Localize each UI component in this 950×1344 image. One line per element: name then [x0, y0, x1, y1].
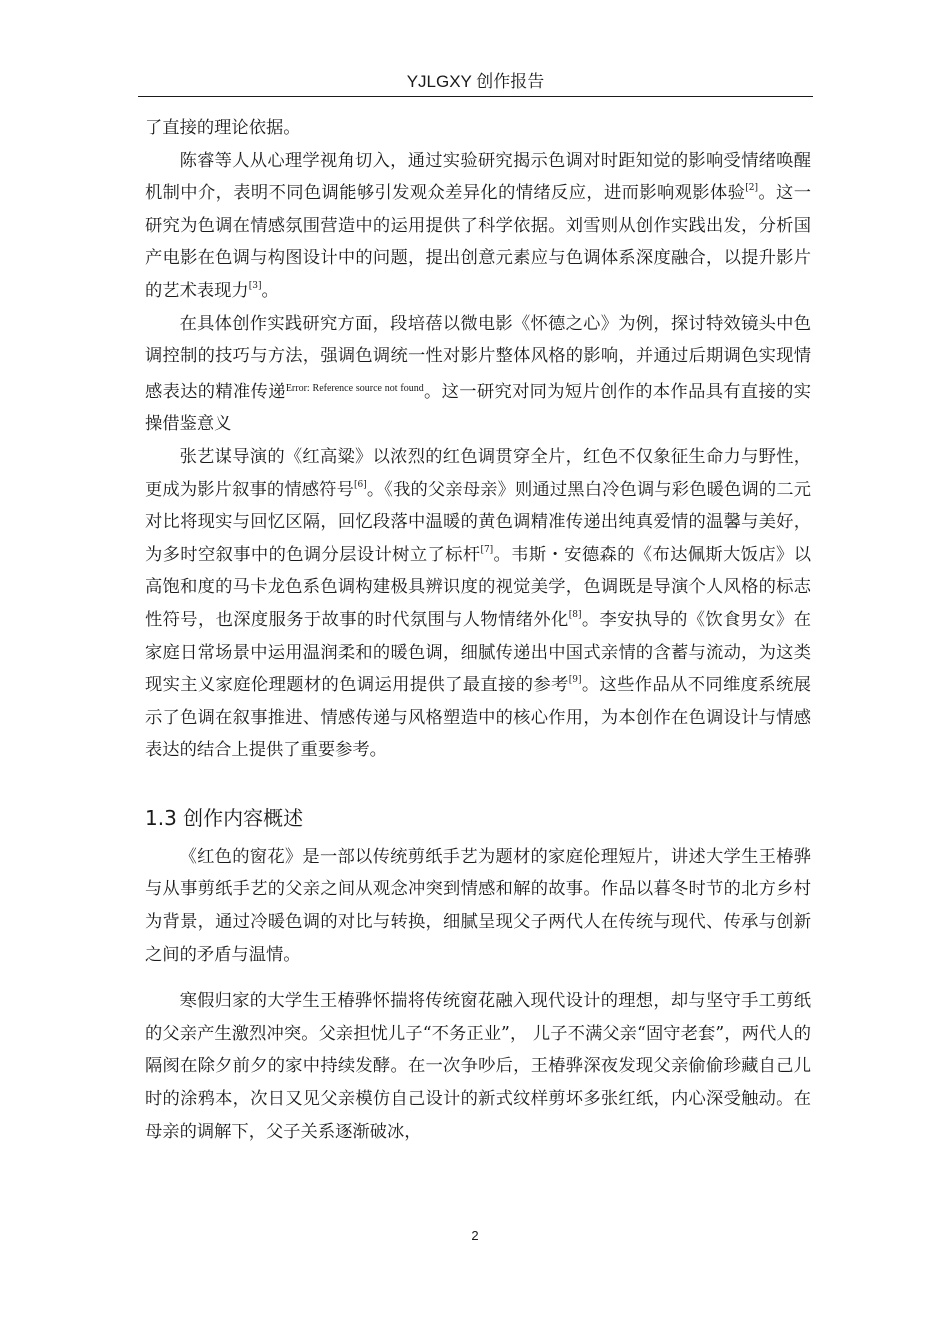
paragraph-text: 。韦斯・安德森的《布达佩斯大饭店》以高饱和度的马卡龙色系色调构建极具辨识度的视觉美学，色调既是导演个人风格的标志性符号，也深度服务于故事的时代氛围与人物情绪外化 — [145, 544, 811, 630]
paragraph-text: 。 — [261, 280, 279, 301]
section-heading: 1.3 创作内容概述 — [145, 805, 304, 830]
paragraph-film-cases — [145, 441, 811, 767]
paragraph-text: 在具体创作实践研究方面，段培蓓以微电影《怀德之心》为例，探讨特效镜头中色调控制的技巧与方法，强调色调统一性对影片整体风格的影响，并通过后期调色实现情感表达的精准传递 — [145, 313, 811, 402]
citation-ref[interactable]: [3] — [248, 280, 262, 291]
paragraph-text: 。这一研究为色调在情感氛围营造中的运用提供了科学依据。刘雪则从创作实践出发，分析国产电影在色调与构图设计中的问题，提出创意元素应与色调体系深度融合，以提升影片的艺术表现力 — [145, 183, 811, 301]
running-header: YJLGXY 创作报告 — [406, 72, 545, 91]
paragraph-duan-peibei — [145, 308, 811, 441]
reference-error: Error: Reference source not found — [285, 382, 424, 394]
paragraph-text: 。这一研究对同为短片创作的本作品具有直接的实操借鉴意义 — [145, 381, 811, 435]
paragraph-text: 陈睿等人从心理学视角切入，通过实验研究揭示色调对时距知觉的影响受情绪唤醒机制中介，表明不同色调能够引发观众差异化的情绪反应，进而影响观影体验 — [145, 150, 811, 204]
paragraph-plot: 寒假归家的大学生王椿骅怀揣将传统窗花融入现代设计的理想，却与坚守手工剪纸的父亲产生激烈冲突。父亲担忧儿子“不务正业”， 儿子不满父亲“固守老套”，两代人的隔阂在除夕前夕的家中持续发酵。在一次争吵后，王椿骅深夜发现父亲偷偷珍藏自己儿时的涂鸦本，次日又见父亲模仿自己设计的新式纹样剪坏多张红纸，内心深受触动。在母亲的调解下，父子关系逐渐破冰， — [145, 991, 811, 1142]
citation-ref[interactable]: [7] — [480, 544, 494, 555]
paragraph-synopsis: 《红色的窗花》是一部以传统剪纸手艺为题材的家庭伦理短片，讲述大学生王椿骅与从事剪纸手艺的父亲之间从观念冲突到情感和解的故事。作品以暮冬时节的北方乡村为背景，通过冷暖色调的对比与转换，细腻呈现父子两代人在传统与现代、传承与创新之间的矛盾与温情。 — [145, 846, 811, 965]
paragraph-chen-rui — [145, 145, 811, 308]
paragraph-text: 。李安执导的《饮食男女》在家庭日常场景中运用温润柔和的暖色调，细腻传递出中国式亲情的含蓄与流动，为这类现实主义家庭伦理题材的色调运用提供了最直接的参考 — [145, 609, 811, 696]
citation-ref[interactable]: [2] — [745, 183, 759, 194]
citation-ref[interactable]: [8] — [568, 609, 582, 620]
document-body — [145, 112, 811, 1148]
paragraph-text: 了直接的理论依据。 — [145, 118, 301, 138]
header-rule — [138, 96, 813, 97]
citation-ref[interactable]: [6] — [354, 479, 367, 490]
citation-ref[interactable]: [9] — [568, 675, 582, 686]
paragraph-text: 。《我的父亲母亲》则通过黑白冷色调与彩色暖色调的二元对比将现实与回忆区隔，回忆段落中温暖的黄色调精准传递出纯真爱情的温馨与美好，为多时空叙事中的色调分层设计树立了标杆 — [145, 479, 811, 565]
paragraph-text: 。这些作品从不同维度系统展示了色调在叙事推进、情感传递与风格塑造中的核心作用，为本创作在色调设计与情感表达的结合上提供了重要参考。 — [145, 675, 811, 761]
page-number: 2 — [471, 1228, 479, 1243]
paragraph-continuation — [145, 112, 811, 145]
paragraph-text: 张艺谋导演的《红高粱》以浓烈的红色调贯穿全片，红色不仅象征生命力与野性，更成为影片叙事的情感符号 — [145, 446, 811, 500]
